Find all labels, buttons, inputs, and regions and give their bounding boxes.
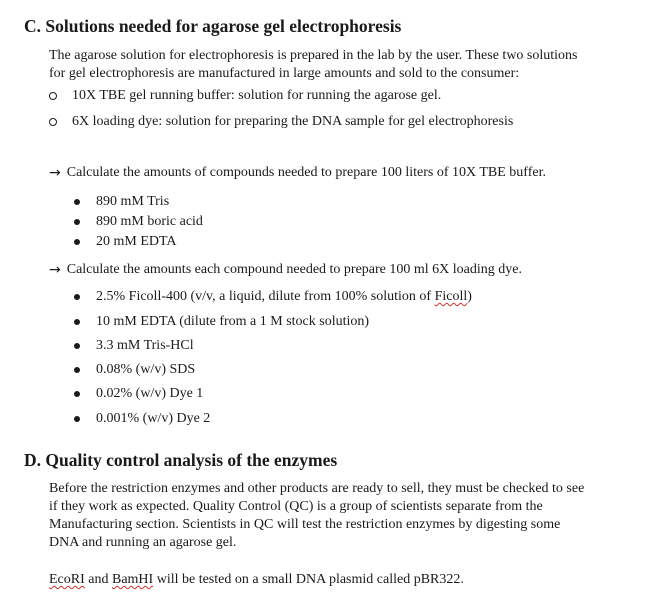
section-c-intro	[49, 47, 649, 83]
dot-bullet-icon	[74, 239, 80, 245]
task-loading-dye-text: Calculate the amounts each compound needed to prepare 100 ml 6X loading dye.	[66, 262, 522, 277]
section-d-paragraph	[49, 480, 649, 552]
paragraph-line: Before the restriction enzymes and other products are ready to sell, they must be checked to see	[49, 481, 585, 496]
section-c-heading: C. Solutions needed for agarose gel electrophoresis	[24, 16, 402, 36]
solution-item-label: 10X TBE gel running buffer: solution for running the agarose gel.	[72, 88, 442, 103]
solution-item-label: 6X loading dye: solution for preparing the DNA sample for gel electrophoresis	[72, 114, 514, 129]
intro-line-1: The agarose solution for electrophoresis is prepared in the lab by the user. These two solutions	[49, 48, 578, 63]
spellcheck-word: BamHI	[111, 572, 154, 587]
dot-bullet-icon	[74, 219, 80, 225]
list-item-text: 0.001% (w/v) Dye 2	[96, 411, 211, 426]
arrow-right-icon: →	[49, 165, 61, 181]
paragraph-line: Manufacturing section. Scientists in QC will test the restriction enzymes by digesting some	[49, 517, 561, 532]
spellcheck-word: Ficoll	[434, 289, 468, 304]
list-item	[74, 410, 210, 428]
list-item	[74, 361, 195, 379]
enzyme-test-line: EcoRI and BamHI will be tested on a small DNA plasmid called pBR322.	[49, 572, 464, 587]
list-item-text: 20 mM EDTA	[96, 234, 177, 249]
spellcheck-word: EcoRI	[49, 572, 85, 587]
dot-bullet-icon	[74, 319, 80, 325]
dot-bullet-icon	[74, 199, 80, 205]
paragraph-line: DNA and running an agarose gel.	[49, 535, 237, 550]
list-item-text: 10 mM EDTA (dilute from a 1 M stock solution)	[96, 314, 370, 329]
circle-bullet-icon	[49, 118, 57, 126]
list-item	[74, 193, 169, 211]
dot-bullet-icon	[74, 294, 80, 300]
list-item	[74, 337, 194, 355]
list-item	[74, 233, 177, 251]
list-item-text: 0.02% (w/v) Dye 1	[96, 386, 204, 401]
circle-bullet-icon	[49, 92, 57, 100]
section-d-heading: D. Quality control analysis of the enzymes	[24, 450, 338, 470]
list-item-text: 0.08% (w/v) SDS	[96, 362, 196, 377]
solution-item-tbe	[49, 87, 441, 105]
task-tbe-text: Calculate the amounts of compounds needed to prepare 100 liters of 10X TBE buffer.	[66, 165, 546, 180]
task-loading-dye-instruction	[49, 261, 522, 279]
paragraph-line: if they work as expected. Quality Control (QC) is a group of scientists separate from the	[49, 499, 543, 514]
list-item-text: 890 mM Tris	[96, 194, 170, 209]
list-item	[74, 213, 203, 231]
list-item-text: 2.5% Ficoll-400 (v/v, a liquid, dilute from 100% solution of Ficoll)	[96, 289, 472, 304]
dot-bullet-icon	[74, 391, 80, 397]
task-tbe-instruction	[49, 164, 546, 182]
dot-bullet-icon	[74, 343, 80, 349]
arrow-right-icon: →	[49, 262, 61, 278]
solution-item-loading-dye	[49, 113, 513, 131]
dot-bullet-icon	[74, 416, 80, 422]
intro-line-2: for gel electrophoresis are manufactured in large amounts and sold to the consumer:	[49, 66, 520, 81]
list-item-text: 3.3 mM Tris-HCl	[96, 338, 194, 353]
dot-bullet-icon	[74, 367, 80, 373]
list-item-text: 890 mM boric acid	[96, 214, 203, 229]
list-item	[74, 313, 369, 331]
list-item	[74, 385, 203, 403]
list-item	[74, 288, 472, 306]
